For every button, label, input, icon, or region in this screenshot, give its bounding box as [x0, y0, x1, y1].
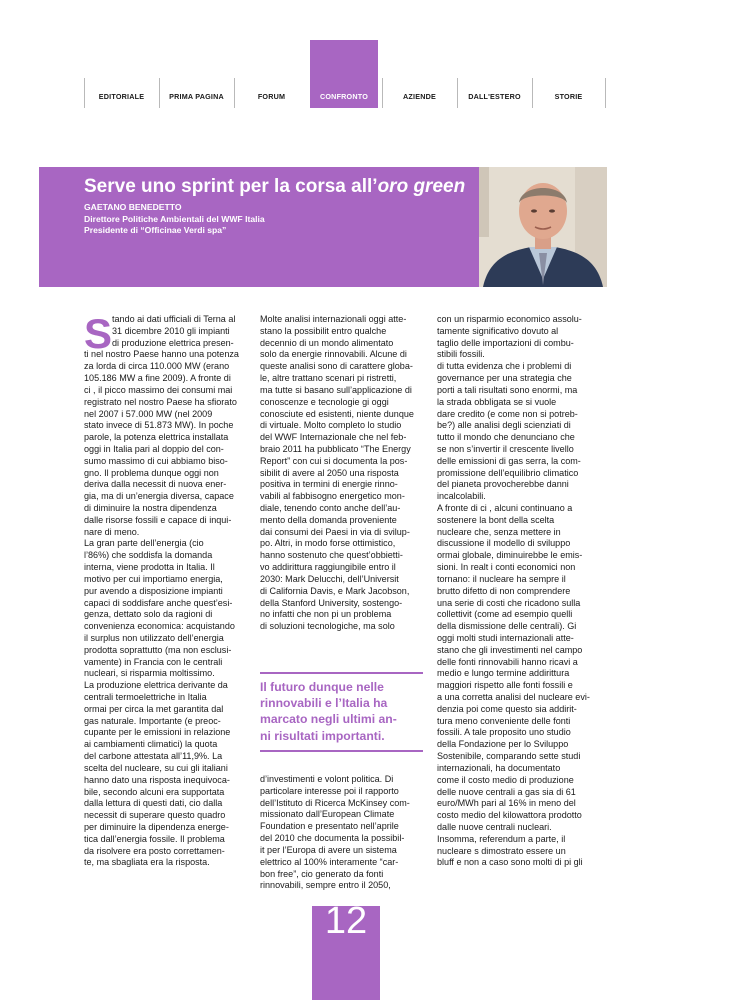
text-line: della dismissione delle centrali). Gi — [437, 621, 577, 632]
text-line: governance per una strategia che — [437, 373, 572, 384]
text-line: di produzione elettrica presen- — [112, 337, 234, 348]
text-line: l’86%) che soddisfa la domanda — [84, 550, 213, 561]
text-line: conoscenze e tecnologie gi oggi — [260, 396, 389, 407]
text-line: ti nel nostro Paese hanno una potenza — [84, 349, 239, 360]
text-line: braio 2011 ha pubblicato “The Energy — [260, 443, 411, 454]
text-line: collettivit (come ad esempio quelli — [437, 609, 573, 620]
text-line: del WWF Internazionale che nel feb- — [260, 432, 407, 443]
text-line: vamente) in Francia con le centrali — [84, 656, 223, 667]
text-line: decennio di un mondo alimentato — [260, 337, 394, 348]
drop-cap: S — [84, 310, 113, 357]
text-line: se non s’invertir il crescente livello — [437, 443, 574, 454]
text-line: maggiori rispetto alle fonti fossili e — [437, 680, 573, 691]
text-line: ci , il picco massimo dei consumi mai — [84, 384, 233, 395]
text-line: il surplus non utilizzato dell’energia — [84, 632, 224, 643]
text-line: rinnovabili, sempre entro il 2050, — [260, 880, 391, 891]
author-portrait — [479, 167, 607, 287]
nav-item-prima-pagina[interactable]: PRIMA PAGINA — [169, 92, 224, 101]
pull-quote-line: marcato negli ultimi an- — [260, 712, 397, 727]
text-line: stano la possibilit entro qualche — [260, 325, 387, 336]
text-line: registrato nel nostro Paese ha sfiorato — [84, 396, 237, 407]
text-line: nare di meno. — [84, 526, 140, 537]
text-line: sibilit di avere al 2050 una risposta — [260, 467, 399, 478]
text-line: dell’Istituto di Ricerca McKinsey com- — [260, 797, 410, 808]
text-line: nel 2007 i 57.000 MW (nel 2009 — [84, 408, 213, 419]
text-line: Foundation e presentato nell’aprile — [260, 821, 399, 832]
pull-quote-line: Il futuro dunque nelle — [260, 680, 384, 694]
article-column-2 — [260, 314, 423, 633]
text-line: ai cambiamenti climatici) la quota — [84, 739, 218, 750]
text-line: per diminuire la dipendenza energe- — [84, 821, 229, 832]
text-line: oggi molti studi internazionali atte- — [437, 632, 574, 643]
text-line: della Fondazione per lo Sviluppo — [437, 739, 569, 750]
text-line: nucleare che, senza mettere in — [437, 526, 561, 537]
text-line: mento della domanda proveniente — [260, 514, 397, 525]
text-line: za lorda di circa 110.000 MW (erano — [84, 361, 230, 372]
text-line: d’investimenti e volont politica. Di — [260, 774, 394, 784]
text-line: Report” con cui si documenta la pos- — [260, 455, 408, 466]
text-line: tamente significativo dovuto al — [437, 325, 559, 336]
text-line: dalla lettura di questi dati, cio dalla — [84, 798, 223, 809]
text-line: bile, secondo alcuni era supportata — [84, 786, 225, 797]
author-role: Presidente di “Officinae Verdi spa” — [84, 225, 227, 236]
text-line: centrali termoelettriche in Italia — [84, 692, 207, 702]
text-line: bluff e non a caso sono molti di pi gli — [437, 857, 583, 868]
text-line: discussione il modello di sviluppo — [437, 538, 571, 549]
text-line: sostenere la bont della scelta — [437, 514, 555, 525]
text-line: dalle nuove centrali nucleari. — [437, 821, 552, 832]
text-line: gno. Il problema dunque oggi non — [84, 467, 219, 478]
text-line: convenienza economica: acquistando — [84, 621, 235, 632]
text-line: 31 dicembre 2010 gli impianti — [112, 325, 230, 336]
text-line: solo da energie rinnovabili. Alcune di — [260, 349, 407, 360]
text-line: promissione dell’equilibrio climatico — [437, 467, 579, 478]
author-role: Direttore Politiche Ambientali del WWF Italia — [84, 213, 265, 224]
text-line: hanno sostenuto che quest’obbietti- — [260, 550, 403, 561]
text-line: gia, ma di un’energia diversa, capace — [84, 491, 234, 502]
text-line: nucleare s dimostrato essere un — [437, 845, 566, 856]
text-line: La produzione elettrica derivante da — [84, 680, 228, 691]
text-line: 2030: Mark Delucchi, dell’Universit — [260, 573, 399, 584]
text-line: conosciute ed esistenti, niente dunque — [260, 408, 414, 419]
text-line: da risolvere era posto correttamen- — [84, 845, 225, 856]
text-line: ma tutte si basano sull’applicazione di — [260, 384, 412, 395]
text-line: bon free”, cio generato da fonti — [260, 868, 384, 879]
text-line: missionato dall’European Climate — [260, 809, 395, 820]
text-line: dare credito (e come non si potreb- — [437, 408, 578, 419]
text-line: it per l’Europa di avere un sistema — [260, 844, 397, 855]
section-nav — [84, 74, 606, 108]
text-line: tando ai dati ufficiali di Terna al — [112, 314, 236, 324]
text-line: medio e lungo termine addirittura — [437, 668, 570, 679]
text-line: come il costo medio di produzione — [437, 774, 574, 785]
text-line: incalcolabili. — [437, 491, 486, 502]
nav-item-aziende[interactable]: AZIENDE — [403, 92, 436, 101]
pull-quote-line: rinnovabili e l’Italia ha — [260, 696, 388, 711]
text-line: deriva dalla necessit di nuova ener- — [84, 479, 227, 490]
text-line: cupante per le emissioni in relazione — [84, 727, 231, 738]
article-column-2-continued — [260, 774, 423, 892]
text-line: Molte analisi internazionali oggi atte- — [260, 314, 407, 324]
text-line: denzia poi come questo sia addirit- — [437, 703, 577, 714]
text-line: 105.186 MW a fine 2009). A fronte di — [84, 373, 231, 384]
pull-quote-text — [260, 674, 423, 750]
text-line: del pianeta provocherebbe danni — [437, 479, 569, 490]
author-block — [84, 202, 265, 237]
text-line: delle nuove centrali a gas sia di 61 — [437, 786, 576, 797]
text-line: parole, la potenza elettrica installata — [84, 432, 229, 443]
text-line: sumo massimo di cui abbiamo biso- — [84, 455, 228, 466]
text-line: motivo per cui importiamo energia, — [84, 573, 223, 584]
text-line: sioni. In realt i conti economici non — [437, 562, 576, 573]
article-column-1 — [84, 310, 244, 869]
text-line: porti a tali risultati sono enormi, ma — [437, 384, 578, 395]
text-line: tutto il mondo che denunciano che — [437, 432, 575, 443]
text-line: a una corretta analisi del nucleare evi- — [437, 692, 590, 702]
text-line: tura meno conveniente delle fonti — [437, 715, 571, 726]
text-line: La gran parte dell’energia (cio — [84, 538, 204, 549]
text-line: oggi in Italia pari al doppio del con- — [84, 443, 224, 454]
text-line: gas naturale. Importante (e preoc- — [84, 715, 221, 726]
author-name: GAETANO BENEDETTO — [84, 202, 182, 212]
text-line: Insomma, referendum a parte, il — [437, 833, 566, 844]
pull-quote-line: ni risultati importanti. — [260, 728, 385, 743]
nav-item-editoriale[interactable]: EDITORIALE — [98, 92, 145, 101]
text-line: la strada obbligata se si vuole — [437, 396, 557, 407]
text-line: di virtuale. Molto completo lo studio — [260, 420, 402, 431]
text-line: vabili al fabbisogno energetico mon- — [260, 491, 405, 502]
nav-divider — [605, 78, 606, 108]
author-portrait-image — [479, 167, 607, 287]
text-line: Sostenibile, comparando sette studi — [437, 751, 581, 762]
text-line: necessit di superare questo quadro — [84, 810, 226, 821]
pull-quote — [260, 672, 423, 752]
text-line: stano che gli investimenti nel campo — [437, 644, 583, 655]
text-line: delle emissioni di gas serra, la com- — [437, 455, 581, 466]
text-line: pur avendo a disposizione impianti — [84, 585, 223, 596]
text-line: internazionali, ha documentato — [437, 762, 561, 773]
text-line: del 2010 che documenta la possibil- — [260, 833, 405, 844]
text-line: vo addirittura raggiungibile entro il — [260, 562, 396, 573]
text-line: taglio delle importazioni di combu- — [437, 337, 574, 348]
text-line: po. Altri, in modo forse ottimistico, — [260, 538, 396, 549]
text-line: genza, dettato solo da ragioni di — [84, 609, 213, 620]
text-line: prodotta soprattutto (ma non esclusi- — [84, 644, 232, 655]
text-line: positiva in termini di energie rinno- — [260, 479, 398, 490]
text-line: queste analisi sono di carattere globa- — [260, 361, 413, 372]
text-line: della Stanford University, sostengo- — [260, 597, 403, 608]
text-line: delle fonti rinnovabili hanno ricavi a — [437, 656, 578, 667]
text-line: particolare interesse poi il rapporto — [260, 785, 399, 796]
text-line: te, ma sbagliata era la risposta. — [84, 857, 210, 868]
text-line: le, altre trattano scenari pi ristretti, — [260, 373, 397, 384]
text-line: interna, viene prodotta in Italia. Il — [84, 562, 215, 573]
text-line: brutto difetto di non comprendere — [437, 585, 571, 596]
nav-item-confronto[interactable]: CONFRONTO — [310, 40, 378, 108]
nav-item-dall-estero[interactable]: DALL'ESTERO — [468, 92, 521, 101]
text-line: scelta del nucleare, su cui gli italiani — [84, 762, 228, 773]
text-line: con un risparmio economico assolu- — [437, 314, 582, 324]
text-line: dai consumi dei Paesi in via di svilup- — [260, 526, 410, 537]
article-column-3 — [437, 314, 607, 869]
text-line: diale, tenendo conto anche dell’au- — [260, 503, 401, 513]
text-line: A fronte di ci , alcuni continuano a — [437, 503, 573, 513]
nav-item-storie[interactable]: STORIE — [554, 92, 583, 101]
text-line: fossili. A tale proposito uno studio — [437, 727, 571, 738]
text-line: di soluzioni tecnologiche, ma solo — [260, 621, 395, 632]
text-line: be?) alle analisi degli scienziati di — [437, 420, 571, 431]
text-line: ormai globale, diminuirebbe le emis- — [437, 550, 583, 561]
text-line: tica dall’energia fossile. Il problema — [84, 833, 225, 844]
text-line: stibili fossili. — [437, 349, 485, 360]
article-title: Serve uno sprint per la corsa all’oro green — [84, 176, 466, 197]
page-number: 12 — [324, 900, 368, 942]
text-line: capaci di soddisfare anche quest’esi- — [84, 597, 233, 608]
text-line: euro/MWh pari al 16% in meno del — [437, 798, 576, 809]
text-line: hanno dato una risposta inequivoca- — [84, 774, 230, 785]
text-line: ormai per circa la met garantita dal — [84, 703, 224, 714]
text-line: stato invece di 51.873 MW). In poche — [84, 420, 234, 431]
pull-quote-rule — [260, 750, 423, 752]
text-line: elettrico al 100% interamente “car- — [260, 856, 399, 867]
text-line: di California Davis, e Mark Jacobson, — [260, 585, 410, 596]
text-line: costo medio del kilowattora prodotto — [437, 810, 582, 821]
text-line: di diminuire la nostra dipendenza — [84, 503, 217, 513]
text-line: dalle risorse fossili e capace di inqui- — [84, 514, 232, 525]
text-line: una serie di costi che ricadono sulla — [437, 597, 581, 608]
text-line: nucleari, si risparmia moltissimo. — [84, 668, 215, 679]
text-line: no infatti che non pi un problema — [260, 609, 392, 620]
nav-item-forum[interactable]: FORUM — [257, 92, 286, 101]
text-line: di tutta evidenza che i problemi di — [437, 361, 572, 372]
text-line: tornano: il nucleare ha sempre il — [437, 573, 566, 584]
text-line: del carbone attestata all’11,9%. La — [84, 751, 223, 762]
